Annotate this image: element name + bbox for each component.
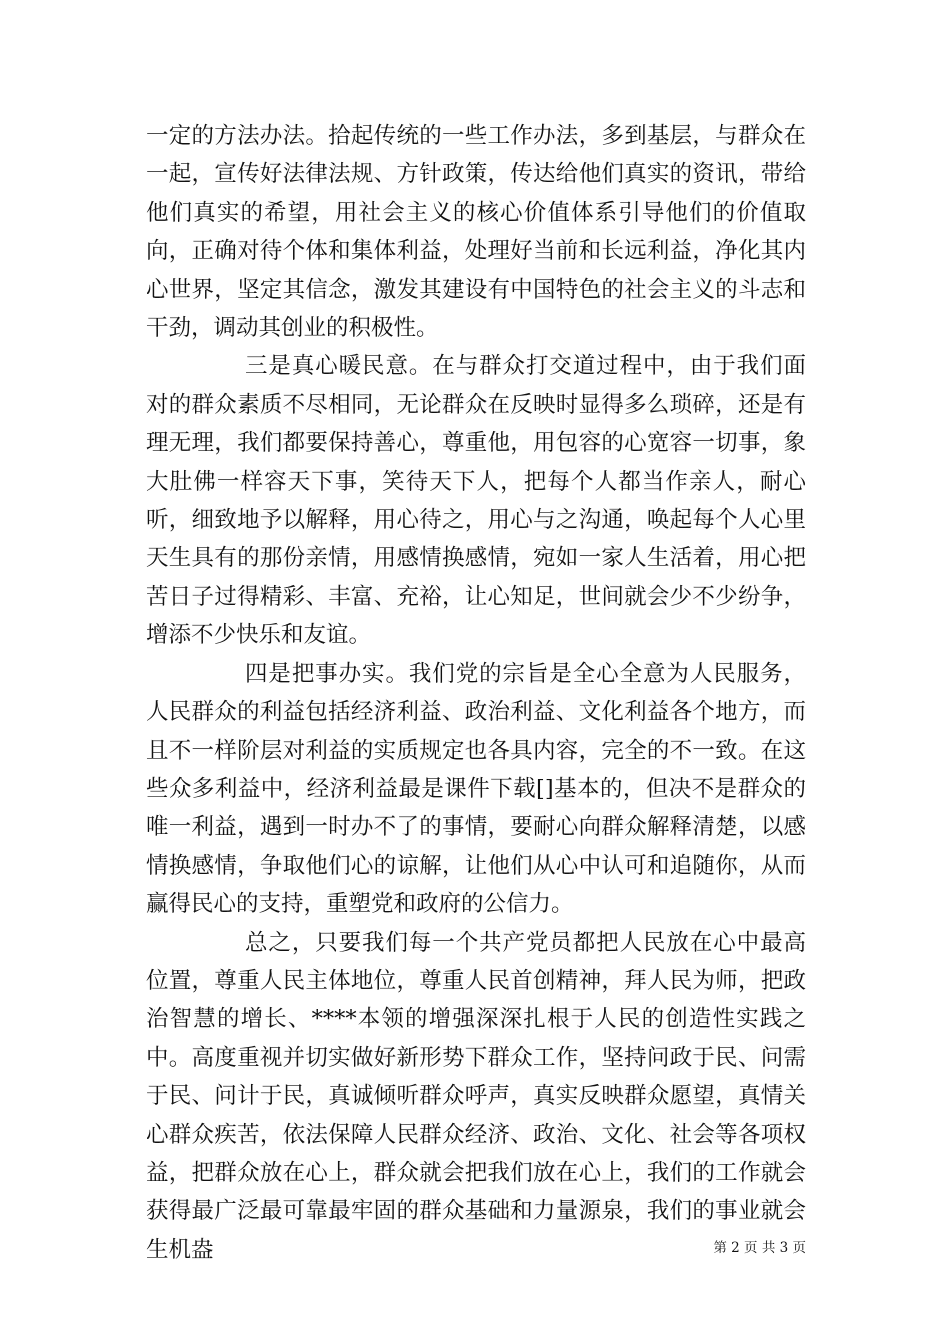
paragraph-4: 总之，只要我们每一个共产党员都把人民放在心中最高位置，尊重人民主体地位，尊重人民首创精神，拜人民为师，把政治智慧的增长、****本领的增强深深扎根于人民的创造性实践之中。高度重视并切实做好新形势下群众工作，坚持问政于民、问需于民、问计于民，真诚倾听群众呼声，真实反映群众愿望，真情关心群众疾苦，依法保障人民群众经济、政治、文化、社会等各项权益，把群众放在心上，群众就会把我们放在心上，我们的工作就会获得最广泛最可靠最牢固的群众基础和力量源泉，我们的事业就会生机盎 xyxy=(146,929,806,1263)
paragraph-1: 一定的方法办法。拾起传统的一些工作办法，多到基层，与群众在一起，宣传好法律法规、方针政策，传达给他们真实的资讯，带给他们真实的希望，用社会主义的核心价值体系引导他们的价值取向，正确对待个体和集体利益，处理好当前和长远利益，净化其内心世界，坚定其信念，激发其建设有中国特色的社会主义的斗志和干劲，调动其创业的积极性。 xyxy=(146,123,806,342)
paragraph-3: 四是把事办实。我们党的宗旨是全心全意为人民服务，人民群众的利益包括经济利益、政治利益、文化利益各个地方，而且不一样阶层对利益的实质规定也各具内容，完全的不一致。在这些众多利益中，经济利益最是课件下载[]基本的，但决不是群众的唯一利益，遇到一时办不了的事情，要耐心向群众解释清楚，以感情换感情，争取他们心的谅解，让他们从心中认可和追随你，从而赢得民心的支持，重塑党和政府的公信力。 xyxy=(146,660,806,918)
body-text xyxy=(146,117,806,1269)
page-number: 第 2 页 共 3 页 xyxy=(713,1240,806,1256)
paragraph-2: 三是真心暖民意。在与群众打交道过程中，由于我们面对的群众素质不尽相同，无论群众在反映时显得多么琐碎，还是有理无理，我们都要保持善心，尊重他，用包容的心宽容一切事，象大肚佛一样容天下事，笑待天下人，把每个人都当作亲人，耐心听，细致地予以解释，用心待之，用心与之沟通，唤起每个人心里天生具有的那份亲情，用感情换感情，宛如一家人生活着，用心把苦日子过得精彩、丰富、充裕，让心知足，世间就会少不少纷争，增添不少快乐和友谊。 xyxy=(146,353,806,649)
